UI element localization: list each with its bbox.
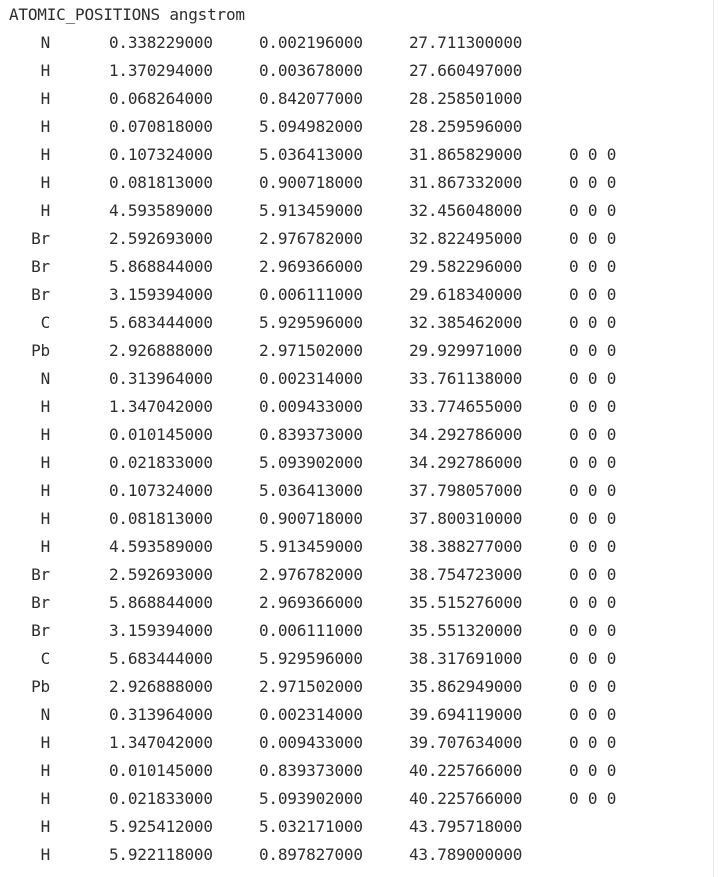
atom-z: 39.694119000 (409, 705, 523, 724)
atom-y: 0.002196000 (259, 33, 363, 52)
atom-z: 34.292786000 (409, 453, 523, 472)
atom-flags: 0 0 0 (569, 453, 617, 472)
atom-row (0, 480, 714, 508)
atom-row (0, 144, 714, 172)
atom-flags: 0 0 0 (569, 481, 617, 500)
atom-flags: 0 0 0 (569, 229, 617, 248)
atom-element: Br (31, 229, 50, 248)
atom-y: 2.971502000 (259, 341, 363, 360)
atom-element: H (40, 481, 50, 500)
atom-z: 43.789000000 (409, 845, 523, 864)
atom-element: H (40, 397, 50, 416)
atom-x: 3.159394000 (109, 285, 213, 304)
atom-flags: 0 0 0 (569, 425, 617, 444)
atom-row (0, 172, 714, 200)
atom-x: 0.107324000 (109, 481, 213, 500)
atom-flags: 0 0 0 (569, 621, 617, 640)
atom-element: H (40, 733, 50, 752)
atom-element: Br (31, 285, 50, 304)
atom-element: N (40, 705, 50, 724)
atom-element: N (40, 33, 50, 52)
atom-x: 1.370294000 (109, 61, 213, 80)
atom-y: 0.006111000 (259, 285, 363, 304)
atom-x: 4.593589000 (109, 537, 213, 556)
atom-element: N (40, 369, 50, 388)
atom-y: 5.929596000 (259, 649, 363, 668)
atom-y: 0.900718000 (259, 509, 363, 528)
atom-y: 0.009433000 (259, 397, 363, 416)
atom-y: 0.900718000 (259, 173, 363, 192)
atom-row (0, 312, 714, 340)
atom-y: 2.969366000 (259, 257, 363, 276)
atom-element: H (40, 761, 50, 780)
atom-x: 4.593589000 (109, 201, 213, 220)
atom-element: H (40, 789, 50, 808)
atom-element: Br (31, 257, 50, 276)
atom-element: H (40, 173, 50, 192)
atom-z: 34.292786000 (409, 425, 523, 444)
atom-flags: 0 0 0 (569, 649, 617, 668)
atom-z: 38.388277000 (409, 537, 523, 556)
atom-row (0, 452, 714, 480)
atom-z: 32.385462000 (409, 313, 523, 332)
atom-z: 35.862949000 (409, 677, 523, 696)
atom-z: 35.515276000 (409, 593, 523, 612)
atom-x: 0.070818000 (109, 117, 213, 136)
atom-z: 38.317691000 (409, 649, 523, 668)
atom-y: 5.929596000 (259, 313, 363, 332)
atom-flags: 0 0 0 (569, 369, 617, 388)
atom-element: Br (31, 621, 50, 640)
atom-z: 29.618340000 (409, 285, 523, 304)
atom-x: 0.021833000 (109, 453, 213, 472)
atom-z: 28.259596000 (409, 117, 523, 136)
atom-z: 29.582296000 (409, 257, 523, 276)
atom-element: H (40, 201, 50, 220)
atom-element: H (40, 537, 50, 556)
atomic-positions-header: ATOMIC_POSITIONS angstrom (9, 5, 245, 24)
atom-element: C (40, 649, 50, 668)
atom-y: 2.976782000 (259, 565, 363, 584)
atom-element: H (40, 425, 50, 444)
atom-x: 5.868844000 (109, 257, 213, 276)
atom-x: 5.922118000 (109, 845, 213, 864)
atom-element: Pb (31, 341, 50, 360)
atom-z: 32.456048000 (409, 201, 523, 220)
atom-y: 0.002314000 (259, 369, 363, 388)
atom-element: Br (31, 593, 50, 612)
atom-x: 2.592693000 (109, 229, 213, 248)
atom-row (0, 340, 714, 368)
atom-x: 1.347042000 (109, 397, 213, 416)
atom-flags: 0 0 0 (569, 761, 617, 780)
atom-rows (0, 32, 714, 872)
atom-row (0, 60, 714, 88)
atom-z: 32.822495000 (409, 229, 523, 248)
atom-flags: 0 0 0 (569, 173, 617, 192)
atom-y: 0.897827000 (259, 845, 363, 864)
atom-row (0, 620, 714, 648)
atom-element: H (40, 509, 50, 528)
atom-z: 40.225766000 (409, 789, 523, 808)
atom-row (0, 704, 714, 732)
atom-x: 0.010145000 (109, 761, 213, 780)
atom-flags: 0 0 0 (569, 705, 617, 724)
atom-element: H (40, 61, 50, 80)
atom-z: 27.711300000 (409, 33, 523, 52)
atom-row (0, 256, 714, 284)
atom-row (0, 228, 714, 256)
atom-flags: 0 0 0 (569, 257, 617, 276)
atom-x: 5.683444000 (109, 649, 213, 668)
atom-element: H (40, 845, 50, 864)
atom-y: 0.003678000 (259, 61, 363, 80)
atom-x: 3.159394000 (109, 621, 213, 640)
atom-row (0, 648, 714, 676)
atom-z: 33.774655000 (409, 397, 523, 416)
atom-x: 5.925412000 (109, 817, 213, 836)
atom-z: 38.754723000 (409, 565, 523, 584)
atom-y: 0.842077000 (259, 89, 363, 108)
atom-row (0, 564, 714, 592)
atom-z: 37.798057000 (409, 481, 523, 500)
atom-x: 0.313964000 (109, 369, 213, 388)
atom-y: 2.971502000 (259, 677, 363, 696)
atom-row (0, 760, 714, 788)
atom-element: Pb (31, 677, 50, 696)
atom-x: 2.926888000 (109, 677, 213, 696)
atom-y: 5.913459000 (259, 201, 363, 220)
atom-y: 5.036413000 (259, 481, 363, 500)
atom-z: 31.867332000 (409, 173, 523, 192)
atom-y: 5.093902000 (259, 789, 363, 808)
atom-element: H (40, 817, 50, 836)
atom-flags: 0 0 0 (569, 789, 617, 808)
atom-x: 0.313964000 (109, 705, 213, 724)
atom-row (0, 32, 714, 60)
atom-y: 5.094982000 (259, 117, 363, 136)
atom-row (0, 424, 714, 452)
atom-element: Br (31, 565, 50, 584)
atom-flags: 0 0 0 (569, 593, 617, 612)
atom-z: 35.551320000 (409, 621, 523, 640)
atom-row (0, 508, 714, 536)
atom-z: 29.929971000 (409, 341, 523, 360)
atom-flags: 0 0 0 (569, 509, 617, 528)
atom-element: H (40, 89, 50, 108)
atom-element: H (40, 453, 50, 472)
atom-row (0, 844, 714, 872)
atom-z: 43.795718000 (409, 817, 523, 836)
atom-row (0, 592, 714, 620)
atom-z: 27.660497000 (409, 61, 523, 80)
atom-element: C (40, 313, 50, 332)
atom-x: 0.338229000 (109, 33, 213, 52)
atom-x: 1.347042000 (109, 733, 213, 752)
atom-row (0, 536, 714, 564)
atom-flags: 0 0 0 (569, 201, 617, 220)
atom-flags: 0 0 0 (569, 677, 617, 696)
atom-y: 5.032171000 (259, 817, 363, 836)
atom-row (0, 396, 714, 424)
atom-z: 39.707634000 (409, 733, 523, 752)
atom-z: 37.800310000 (409, 509, 523, 528)
atom-row (0, 284, 714, 312)
atom-row (0, 88, 714, 116)
atom-x: 0.010145000 (109, 425, 213, 444)
atom-flags: 0 0 0 (569, 313, 617, 332)
atom-z: 31.865829000 (409, 145, 523, 164)
atom-x: 0.081813000 (109, 509, 213, 528)
atom-x: 0.068264000 (109, 89, 213, 108)
atom-y: 2.969366000 (259, 593, 363, 612)
atom-x: 0.081813000 (109, 173, 213, 192)
atom-flags: 0 0 0 (569, 145, 617, 164)
atom-y: 0.839373000 (259, 761, 363, 780)
atom-row (0, 732, 714, 760)
atom-element: H (40, 145, 50, 164)
atom-z: 28.258501000 (409, 89, 523, 108)
atom-row (0, 816, 714, 844)
atom-y: 0.009433000 (259, 733, 363, 752)
atom-x: 2.592693000 (109, 565, 213, 584)
atom-x: 0.021833000 (109, 789, 213, 808)
atom-flags: 0 0 0 (569, 285, 617, 304)
atom-x: 5.868844000 (109, 593, 213, 612)
atom-element: H (40, 117, 50, 136)
atom-x: 0.107324000 (109, 145, 213, 164)
atom-row (0, 368, 714, 396)
atom-y: 0.002314000 (259, 705, 363, 724)
atom-y: 0.006111000 (259, 621, 363, 640)
atom-y: 5.036413000 (259, 145, 363, 164)
atom-x: 5.683444000 (109, 313, 213, 332)
atom-row (0, 676, 714, 704)
atom-flags: 0 0 0 (569, 537, 617, 556)
atom-y: 2.976782000 (259, 229, 363, 248)
atom-row (0, 788, 714, 816)
atom-y: 5.913459000 (259, 537, 363, 556)
atom-flags: 0 0 0 (569, 733, 617, 752)
atom-z: 33.761138000 (409, 369, 523, 388)
atom-flags: 0 0 0 (569, 341, 617, 360)
atom-y: 0.839373000 (259, 425, 363, 444)
atom-flags: 0 0 0 (569, 397, 617, 416)
atom-z: 40.225766000 (409, 761, 523, 780)
atom-flags: 0 0 0 (569, 565, 617, 584)
atom-row (0, 116, 714, 144)
atom-row (0, 200, 714, 228)
atom-y: 5.093902000 (259, 453, 363, 472)
atom-x: 2.926888000 (109, 341, 213, 360)
